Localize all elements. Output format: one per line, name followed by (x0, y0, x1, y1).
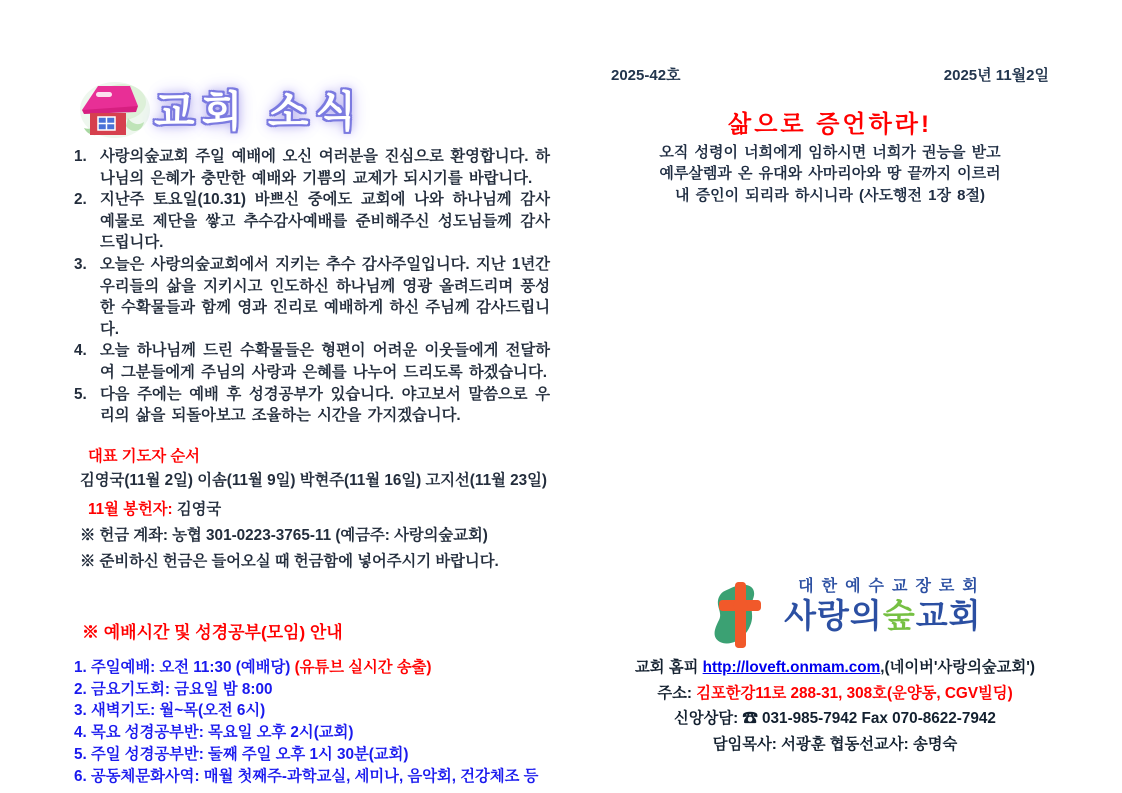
address-label: 주소: (657, 684, 692, 702)
schedule-item-highlight: (유튜브 실시간 송출) (294, 658, 432, 676)
news-item-text: 오늘 하나님께 드린 수확물들은 형편이 어려운 이웃들에게 전달하여 그분들에게 주님의 사랑과 은혜를 나누어 드리도록 하겠습니다. (100, 342, 550, 381)
verse-line: 예루살렘과 온 유대와 사마리아와 땅 끝까지 이르러 (659, 165, 1001, 183)
schedule-item-text: 4. 목요 성경공부반: 목요일 오후 2시(교회) (74, 724, 354, 742)
address-value: 김포한강11로 288-31, 308호(운양동, CGV빌딩) (696, 684, 1013, 702)
schedule-item-text: 2. 금요기도회: 금요일 밤 8:00 (74, 680, 273, 698)
church-footer (600, 577, 1070, 757)
address-line (600, 681, 1070, 707)
homepage-link[interactable]: http://loveft.onmam.com (702, 659, 881, 676)
prayer-names: 김영국(11월 2일) 이솜(11월 9일) 박현주(11월 16일) 고지선(11월 23일) (80, 471, 547, 489)
church-name-part: 사랑의 (784, 597, 883, 634)
news-item-number: 5. (74, 385, 87, 403)
pastors-line: 담임목사: 서광훈 협동선교사: 송명숙 (712, 735, 958, 753)
account-note: ※ 헌금 계좌: 농협 301-0223-3765-11 (예금주: 사랑의숲교회) (80, 526, 488, 544)
news-item (74, 384, 550, 427)
prayer-section (74, 445, 550, 575)
issue-header (611, 64, 1049, 85)
news-item-number: 2. (74, 191, 87, 209)
message-title: 삶으로 증언하라! (728, 111, 932, 138)
news-item-number: 4. (74, 342, 87, 360)
verse-line: 내 증인이 되리라 하시니라 (사도행전 1장 8절) (674, 186, 985, 204)
church-name-part: 교회 (915, 597, 982, 634)
issue-number: 2025-42호 (611, 67, 681, 84)
issue-date: 2025년 11월2일 (943, 67, 1049, 84)
homepage-line (600, 655, 1070, 681)
schedule-section (74, 621, 550, 788)
homepage-label: 교회 홈피 (635, 659, 699, 676)
news-item-text: 오늘은 사랑의숲교회에서 지키는 추수 감사주일입니다. 지난 1년간 우리들의 삶을 지키시고 인도하신 하나님께 영광 올려드리며 풍성한 수확물들과 함께 영과 진리로 예배하게 하신 주님께 감사드립니다. (100, 255, 550, 338)
schedule-item (74, 657, 550, 679)
news-item-text: 지난주 토요일(10.31) 바쁘신 중에도 교회에 나와 하나님께 감사 예물로 제단을 쌓고 추수감사예배를 준비해주신 성도님들께 감사드립니다. (100, 191, 550, 252)
church-logo-row (600, 577, 1070, 651)
news-item (74, 189, 550, 254)
news-list (74, 146, 550, 427)
house-icon (74, 76, 152, 142)
scripture-verse (600, 142, 1060, 206)
left-column (74, 74, 550, 788)
page-title: 교회 소식 (154, 88, 363, 135)
church-name-green: 숲 (882, 597, 916, 634)
news-item (74, 146, 550, 189)
schedule-item (74, 744, 550, 766)
news-item (74, 254, 550, 340)
news-item-text: 다음 주에는 예배 후 성경공부가 있습니다. 야고보서 말씀으로 우리의 삶을 되돌아보고 조율하는 시간을 가지겠습니다. (100, 385, 550, 425)
offering-name: 김영국 (176, 500, 222, 518)
news-item-text: 사랑의숲교회 주일 예배에 오신 여러분을 진심으로 환영합니다. 하나님의 은혜가 충만한 예배와 기쁨의 교제가 되시기를 바랍니다. (100, 148, 550, 187)
offering-line (74, 497, 550, 523)
schedule-item-text: 6. 공동체문화사역: 매월 첫째주-과학교실, 세미나, 음악회, 건강체조 등 (74, 767, 539, 785)
church-name (784, 597, 986, 635)
prayer-heading: 대표 기도자 순서 (88, 447, 200, 465)
church-logo-text (784, 577, 986, 635)
offering-note: ※ 준비하신 헌금은 들어오실 때 헌금함에 넣어주시기 바랍니다. (80, 552, 499, 570)
schedule-item (74, 679, 550, 701)
news-item-number: 1. (74, 148, 87, 165)
news-item-number: 3. (74, 255, 87, 273)
schedule-item (74, 722, 550, 744)
church-logo-icon (702, 579, 774, 651)
news-title-row (74, 74, 550, 144)
denomination: 대한예수교장로회 (798, 578, 986, 595)
offering-label: 11월 봉헌자: (88, 500, 173, 518)
homepage-suffix: ,(네이버'사랑의숲교회') (880, 659, 1035, 676)
schedule-item (74, 766, 550, 788)
verse-line: 오직 성령이 너희에게 임하시면 너희가 권능을 받고 (659, 144, 1001, 161)
schedule-item-text: 5. 주일 성경공부반: 둘째 주일 오후 1시 30분(교회) (74, 745, 409, 763)
schedule-item-text: 1. 주일예배: 오전 11:30 (예배당) (74, 658, 291, 676)
schedule-item (74, 700, 550, 722)
schedule-heading: ※ 예배시간 및 성경공부(모임) 안내 (82, 622, 343, 642)
news-item (74, 340, 550, 383)
schedule-item-text: 3. 새벽기도: 월~목(오전 6시) (74, 702, 266, 720)
contact-line: 신앙상담: ☎ 031-985-7942 Fax 070-8622-7942 (674, 710, 996, 727)
church-info (600, 655, 1070, 757)
